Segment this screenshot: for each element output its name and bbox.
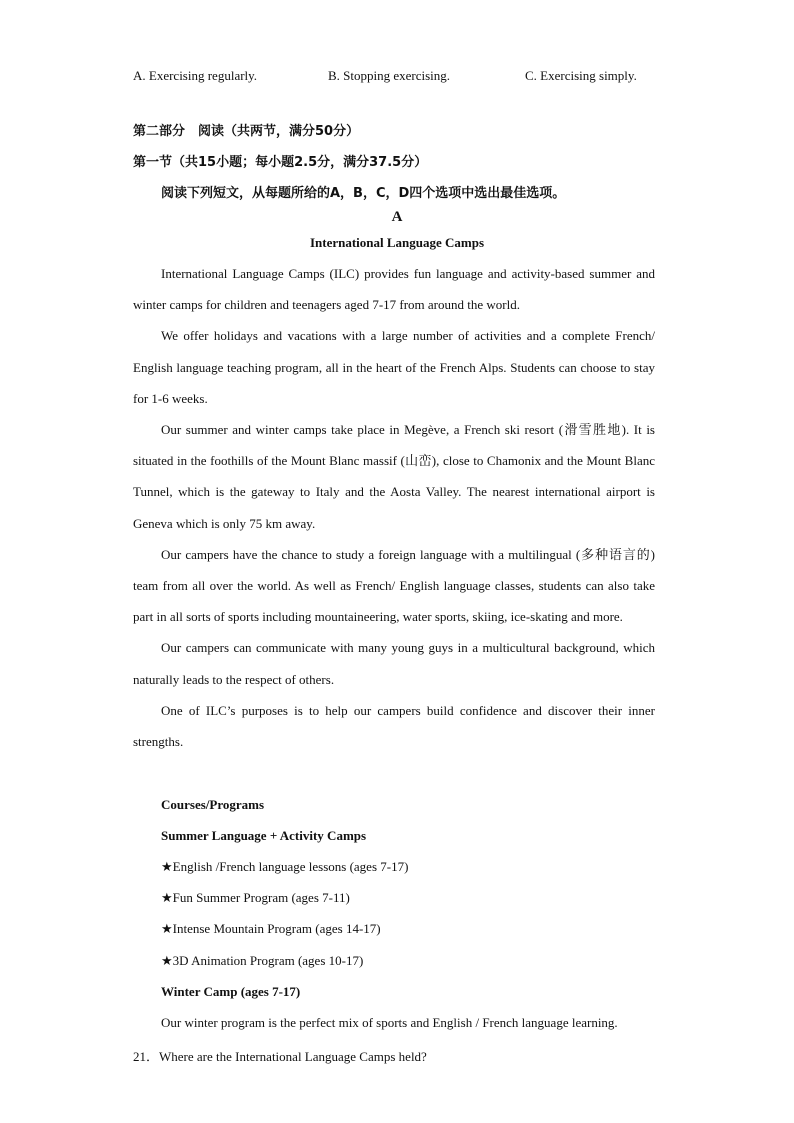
courses-heading: Courses/Programs (161, 797, 265, 812)
option-b: B. Stopping exercising. (328, 68, 451, 83)
passage-title: International Language Camps (309, 235, 485, 250)
passage-body (133, 258, 655, 757)
program-item: ★3D Animation Program (ages 10-17) (161, 953, 364, 968)
paragraph: One of ILC’s purposes is to help our campers build confidence and discover their inner strengths. (133, 702, 655, 750)
program-item: ★Intense Mountain Program (ages 14-17) (161, 921, 381, 936)
paragraph: Our campers have the chance to study a foreign language with a multilingual (多种语言的) team from all over the world. As well as French/ English language classes, students can also take part in all sorts of sports including mountaineering, water sports, skiing, ice-skating and more. (133, 546, 655, 625)
summer-camps-heading: Summer Language + Activity Camps (161, 828, 367, 843)
option-c: C. Exercising simply. (525, 68, 637, 83)
paragraph: International Language Camps (ILC) provides fun language and activity-based summer and winter camps for children and teenagers aged 7-17 from around the world. (133, 266, 655, 313)
answer-options (133, 68, 693, 86)
winter-program-text: Our winter program is the perfect mix of sports and English / French language learning. (161, 1015, 618, 1030)
section-title: 第一节（共15小题；每小题2.5分，满分37.5分） (133, 155, 428, 170)
paragraph: We offer holidays and vacations with a large number of activities and a complete French/ English language teaching program, all in the heart of the French Alps. Students can choose to stay for 1-6 weeks. (133, 328, 655, 406)
reading-instruction: 阅读下列短文，从每题所给的A，B，C，D四个选项中选出最佳选项。 (161, 186, 566, 201)
part-title: 第二部分 阅读（共两节，满分50分） (133, 124, 360, 139)
program-item: ★Fun Summer Program (ages 7-11) (161, 890, 350, 905)
paragraph: Our campers can communicate with many young guys in a multicultural background, which naturally leads to the respect of others. (133, 640, 655, 687)
passage-letter: A (391, 209, 403, 225)
program-item: ★English /French language lessons (ages 7-17) (161, 859, 409, 874)
question-21: 21．Where are the International Language Camps held? (133, 1049, 427, 1064)
option-a: A. Exercising regularly. (133, 68, 258, 83)
winter-camp-heading: Winter Camp (ages 7-17) (161, 984, 301, 999)
paragraph: Our summer and winter camps take place in Megève, a French ski resort (滑雪胜地). It is situated in the foothills of the Mount Blanc massif (山峦), close to Chamonix and the Mount Blanc Tunnel, which is the gateway to Italy and the Aosta Valley. The nearest international airport is Geneva which is only 75 km away. (133, 422, 655, 531)
